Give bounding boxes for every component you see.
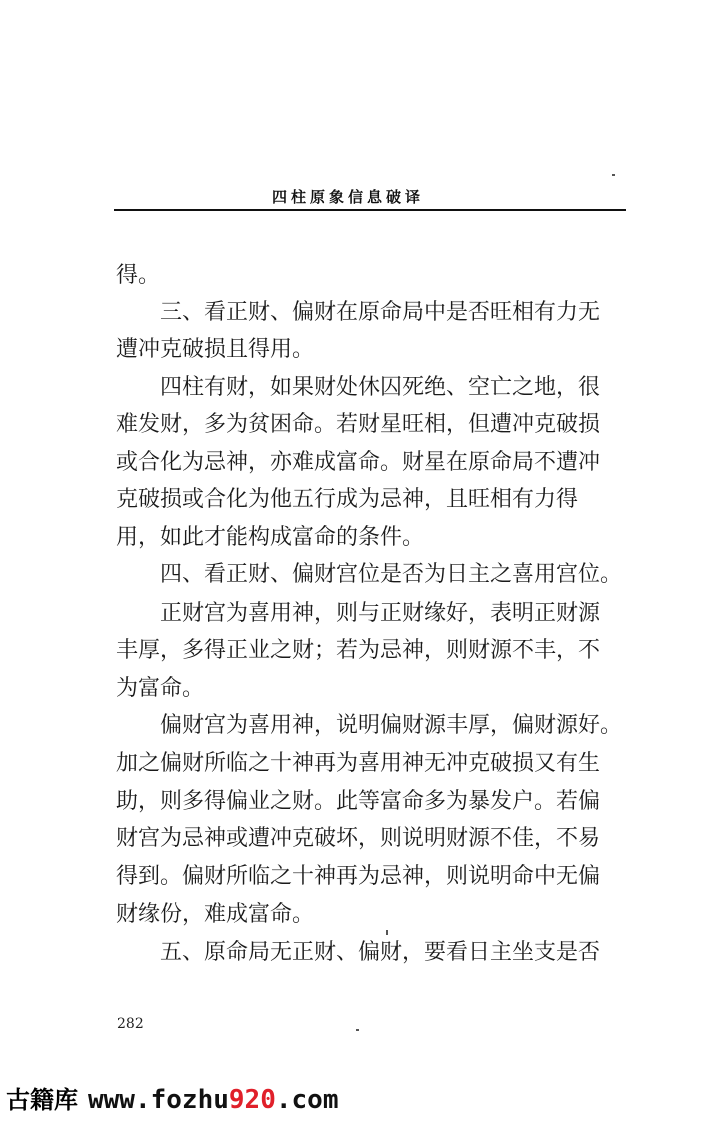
text-line: 或合化为忌神，亦难成富命。财星在原命局不遭冲 [116,450,601,475]
page-number: 282 [117,1016,144,1032]
text-line: 助，则多得偏业之财。此等富命多为暴发户。若偏 [116,789,601,814]
text-line: 丰厚，多得正业之财；若为忌神，则财源不丰，不 [116,638,601,663]
text-line: 为富命。 [116,676,205,701]
scan-speck [612,174,615,176]
text-line: 五、原命局无正财、偏财，要看日主坐支是否 [160,940,601,965]
text-line: 得。 [116,263,161,288]
text-line: 用，如此才能构成富命的条件。 [116,525,425,550]
watermark-url-part1: www.fozhu [88,1085,229,1115]
text-line: 四柱有财，如果财处休囚死绝、空亡之地，很 [160,375,601,400]
text-line: 遭冲克破损且得用。 [116,337,315,362]
text-line: 三、看正财、偏财在原命局中是否旺相有力无 [160,300,601,325]
watermark-url-part3: .com [275,1085,339,1115]
text-line: 财宫为忌神或遭冲克破坏，则说明财源不佳，不易 [116,826,601,851]
text-line: 财缘份，难成富命。 [116,902,315,927]
scan-speck [356,1029,359,1031]
header-title: 四柱原象信息破译 [272,188,425,206]
text-line: 正财宫为喜用神，则与正财缘好，表明正财源 [160,601,601,626]
scan-speck [386,930,388,935]
text-line: 克破损或合化为他五行成为忌神，且旺相有力得 [116,487,579,512]
text-line: 偏财宫为喜用神，说明偏财源丰厚，偏财源好。 [160,713,623,738]
watermark-url-part2: 920 [228,1085,276,1115]
watermark-site-name: 古籍库 [6,1086,78,1114]
text-line: 得到。偏财所临之十神再为忌神，则说明命中无偏 [116,864,601,889]
text-line: 四、看正财、偏财宫位是否为日主之喜用宫位。 [160,562,623,587]
watermark [6,1080,338,1114]
header-rule [114,209,626,211]
text-line: 加之偏财所临之十神再为喜用神无冲克破损又有生 [116,751,601,776]
text-line: 难发财，多为贫困命。若财星旺相，但遭冲克破损 [116,412,601,437]
